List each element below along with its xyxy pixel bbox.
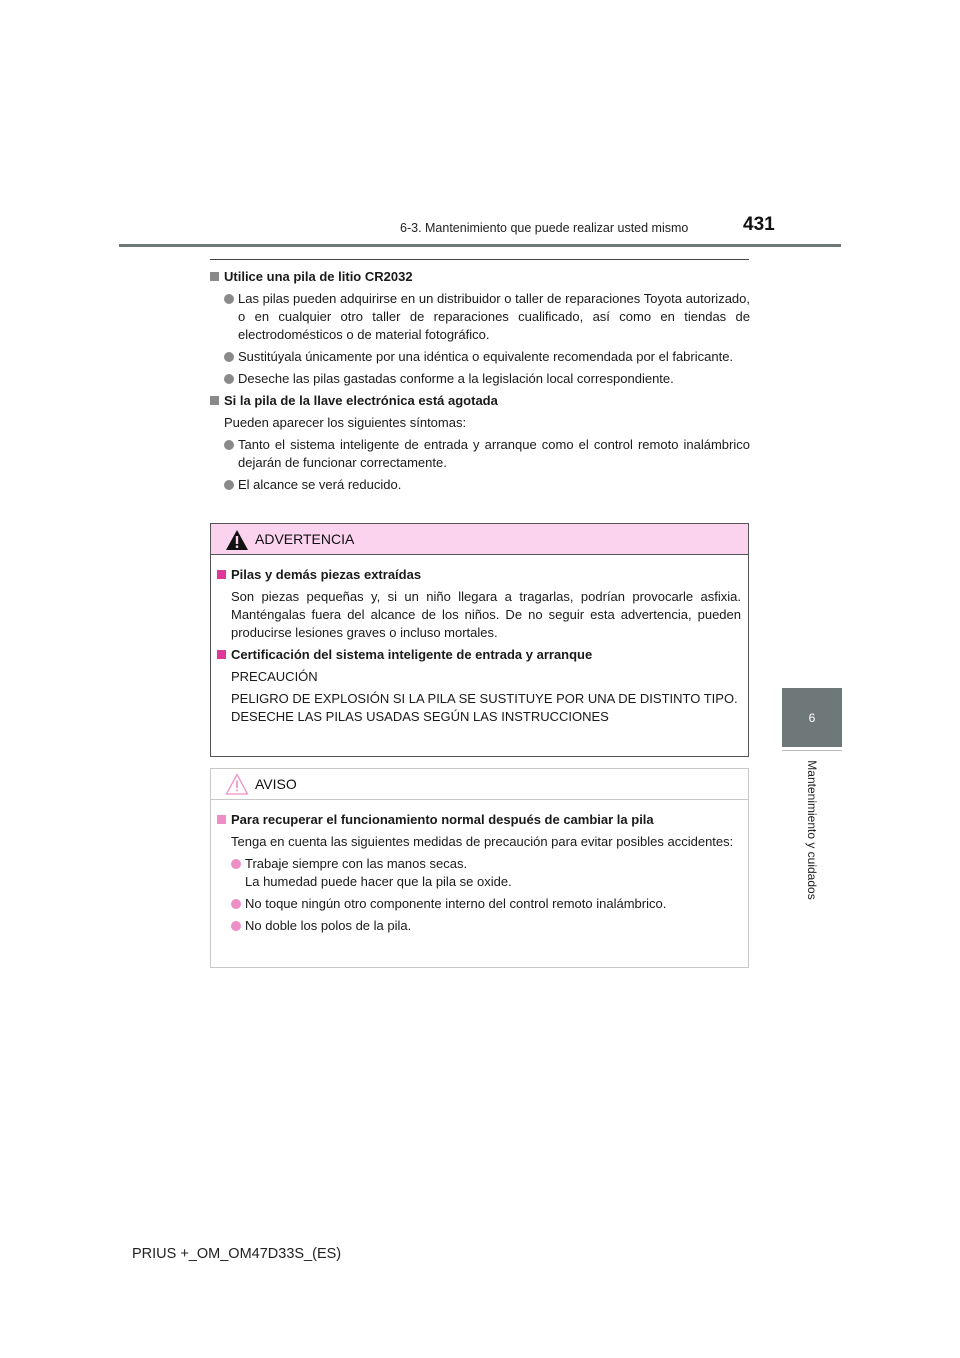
round-bullet-icon bbox=[224, 294, 234, 304]
list-item: Trabaje siempre con las manos secas. La humedad puede hacer que la pila se oxide. bbox=[217, 855, 741, 891]
list-item: Sustitúyala únicamente por una idéntica o equivalente recomendada por el fabricante. bbox=[210, 348, 750, 366]
warning-triangle-icon bbox=[225, 529, 249, 551]
document-code: PRIUS +_OM_OM47D33S_(ES) bbox=[132, 1246, 342, 1262]
chapter-tab-rule bbox=[782, 750, 842, 751]
warning-item-heading: Certificación del sistema inteligente de entrada y arranque bbox=[217, 646, 741, 664]
caution-triangle-icon bbox=[225, 773, 249, 795]
page-number: 431 bbox=[743, 214, 775, 235]
notice-title: AVISO bbox=[255, 776, 297, 792]
square-bullet-icon bbox=[217, 570, 226, 579]
square-bullet-icon bbox=[210, 272, 219, 281]
notice-header bbox=[211, 769, 748, 800]
round-bullet-icon bbox=[224, 480, 234, 490]
chapter-tab bbox=[782, 688, 842, 747]
list-item: Tanto el sistema inteligente de entrada y arranque como el control remoto inalámbrico dejarán de funcionar correctamente. bbox=[210, 436, 750, 472]
chapter-number: 6 bbox=[808, 710, 816, 725]
round-bullet-icon bbox=[224, 374, 234, 384]
header-section-title: 6-3. Mantenimiento que puede realizar usted mismo bbox=[400, 221, 689, 235]
list-item: No doble los polos de la pila. bbox=[217, 917, 741, 935]
warning-item-heading: Pilas y demás piezas extraídas bbox=[217, 566, 741, 584]
content-top-rule bbox=[210, 259, 749, 260]
section-heading: Utilice una pila de litio CR2032 bbox=[210, 268, 750, 286]
notice-body bbox=[217, 811, 741, 939]
warning-title: ADVERTENCIA bbox=[255, 531, 355, 547]
list-item: El alcance se verá reducido. bbox=[210, 476, 750, 494]
notice-intro: Tenga en cuenta las siguientes medidas de precaución para evitar posibles accidentes: bbox=[231, 834, 734, 849]
warning-header bbox=[211, 524, 748, 555]
warning-caution-lines: PELIGRO DE EXPLOSIÓN SI LA PILA SE SUSTITUYE POR UNA DE DISTINTO TIPO. DESECHE LAS PILAS USADAS SEGÚN LAS INSTRUCCIONES bbox=[231, 691, 738, 724]
round-bullet-icon bbox=[231, 859, 241, 869]
section-intro: Pueden aparecer los siguientes síntomas: bbox=[224, 415, 467, 430]
square-bullet-icon bbox=[217, 815, 226, 824]
list-item: Las pilas pueden adquirirse en un distribuidor o taller de reparaciones Toyota autorizado, o en cualquier otro taller de reparaciones cualificado, así como en tiendas de electrodomésticos o de material fotográfico. bbox=[210, 290, 750, 344]
warning-item-text: Son piezas pequeñas y, si un niño llegara a tragarlas, podrían provocarle asfixia. Manténgalas fuera del alcance de los niños. De no seguir esta advertencia, pueden producirse lesiones graves o incluso mortales. bbox=[231, 589, 741, 640]
warning-body bbox=[217, 566, 741, 730]
square-bullet-icon bbox=[217, 650, 226, 659]
list-item: No toque ningún otro componente interno del control remoto inalámbrico. bbox=[217, 895, 741, 913]
round-bullet-icon bbox=[224, 440, 234, 450]
main-content bbox=[210, 268, 750, 498]
notice-heading: Para recuperar el funcionamiento normal después de cambiar la pila bbox=[217, 811, 741, 829]
square-bullet-icon bbox=[210, 396, 219, 405]
notice-box bbox=[210, 768, 749, 968]
warning-box bbox=[210, 523, 749, 757]
chapter-label: Mantenimiento y cuidados bbox=[805, 760, 819, 900]
round-bullet-icon bbox=[231, 921, 241, 931]
header-rule bbox=[119, 244, 841, 247]
list-item: Deseche las pilas gastadas conforme a la legislación local correspondiente. bbox=[210, 370, 750, 388]
section-heading: Si la pila de la llave electrónica está agotada bbox=[210, 392, 750, 410]
round-bullet-icon bbox=[224, 352, 234, 362]
round-bullet-icon bbox=[231, 899, 241, 909]
warning-caution: PRECAUCIÓN bbox=[231, 669, 318, 684]
